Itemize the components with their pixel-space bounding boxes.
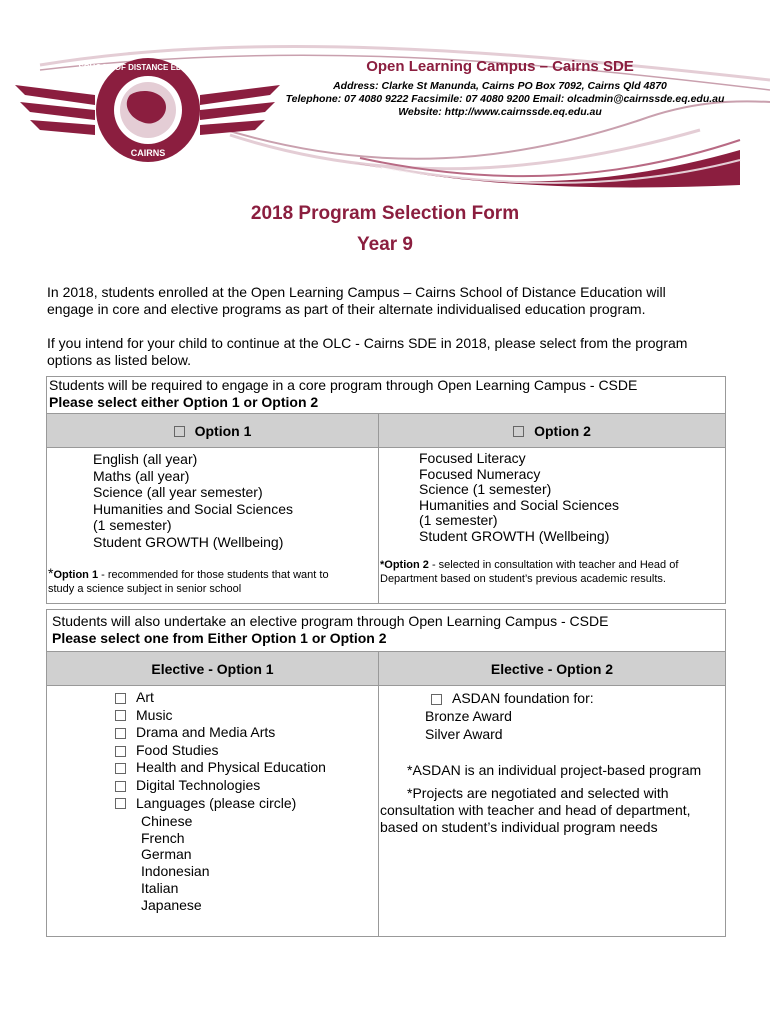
elective-option2-header: Elective - Option 2 xyxy=(379,652,726,686)
list-item: Digital Technologies xyxy=(115,777,326,795)
language-item[interactable]: Indonesian xyxy=(141,863,210,880)
list-item: Humanities and Social Sciences xyxy=(93,500,293,517)
language-item[interactable]: Chinese xyxy=(141,813,193,829)
core-option2-note: *Option 2 - selected in consultation with teacher and Head of Department based on student’s previous academic results. xyxy=(380,559,679,585)
projects-note: *Projects are negotiated and selected with consultation with teacher and head of department, based on student’s individual program needs xyxy=(380,785,691,835)
form-title: 2018 Program Selection Form xyxy=(250,203,520,224)
core-instruction: Please select either Option 1 or Option 2 xyxy=(49,394,319,410)
school-name: Open Learning Campus – Cairns SDE xyxy=(366,58,634,75)
asdan-block: ASDAN foundation for: Bronze Award Silver Award xyxy=(425,690,594,742)
language-item[interactable]: German xyxy=(141,846,192,863)
asdan-checkbox[interactable] xyxy=(431,694,442,705)
core-option2-header: Option 2 xyxy=(379,414,726,448)
core-option1-cell xyxy=(47,448,379,604)
elective-instruction: Please select one from Either Option 1 or Option 2 xyxy=(52,630,387,646)
list-item: (1 semester) xyxy=(419,512,498,528)
list-item: Focused Literacy xyxy=(419,450,526,466)
core-program-table xyxy=(46,376,726,604)
list-item: English (all year) xyxy=(93,451,198,467)
language-item[interactable]: French xyxy=(141,829,185,846)
core-intro: Students will be required to engage in a core program through Open Learning Campus - CSDE xyxy=(49,377,638,393)
logo-text: SCHOOL OF DISTANCE EDUCATION xyxy=(78,63,218,72)
elective-checkbox-languages[interactable] xyxy=(115,798,126,809)
list-item: Food Studies xyxy=(115,742,326,760)
website-line: Website: http://www.cairnssde.eq.edu.au xyxy=(398,106,602,118)
list-item: Health and Physical Education xyxy=(115,759,326,777)
elective-checkbox-music[interactable] xyxy=(115,710,126,721)
elective-checkbox-hpe[interactable] xyxy=(115,763,126,774)
language-item[interactable]: Japanese xyxy=(141,896,202,913)
core-intro-cell xyxy=(47,377,726,414)
language-item[interactable]: Italian xyxy=(141,879,179,896)
list-item: Drama and Media Arts xyxy=(115,724,326,742)
list-item: Music xyxy=(115,707,326,725)
list-item: Student GROWTH (Wellbeing) xyxy=(93,533,284,550)
core-option1-list xyxy=(93,451,293,550)
elective-checkbox-digital[interactable] xyxy=(115,781,126,792)
elective-checkbox-food[interactable] xyxy=(115,746,126,757)
list-item: Student GROWTH (Wellbeing) xyxy=(419,527,610,544)
award-item: Bronze Award xyxy=(425,708,512,724)
elective-checkbox-art[interactable] xyxy=(115,693,126,704)
list-item: Focused Numeracy xyxy=(419,465,541,482)
intro-paragraph-2: If you intend for your child to continue at the OLC - Cairns SDE in 2018, please select from the program options as listed below. xyxy=(47,335,688,368)
elective-intro: Students will also undertake an elective program through Open Learning Campus - CSDE xyxy=(52,613,609,629)
contact-line: Telephone: 07 4080 9222 Facsimile: 07 4080 9200 Email: olcadmin@cairnssde.eq.edu.au xyxy=(285,93,725,105)
elective-option1-cell xyxy=(47,686,379,937)
asdan-note: *ASDAN is an individual project-based program xyxy=(407,762,702,778)
award-item: Silver Award xyxy=(425,726,503,742)
list-item: Languages (please circle) xyxy=(115,795,326,813)
list-item: (1 semester) xyxy=(93,517,172,533)
elective-program-table xyxy=(46,609,726,937)
year-title: Year 9 xyxy=(357,234,413,255)
list-item: Science (all year semester) xyxy=(93,484,263,500)
elective-checkbox-drama[interactable] xyxy=(115,728,126,739)
languages-list xyxy=(141,813,210,913)
list-item: Science (1 semester) xyxy=(419,481,552,497)
intro-paragraph-1: In 2018, students enrolled at the Open Learning Campus – Cairns School of Distance Education will engage in core and elective programs as part of their alternate individualised education program. xyxy=(47,284,666,317)
list-item: Humanities and Social Sciences xyxy=(419,496,619,513)
elective-intro-cell xyxy=(47,610,726,652)
elective-option1-header: Elective - Option 1 xyxy=(47,652,379,686)
address-line: Address: Clarke St Manunda, Cairns PO Box 7092, Cairns Qld 4870 xyxy=(333,80,667,92)
list-item: Art xyxy=(115,689,326,707)
core-option1-header: Option 1 xyxy=(47,414,379,448)
logo-bottom: CAIRNS xyxy=(130,148,166,158)
list-item: Maths (all year) xyxy=(93,467,190,484)
core-option1-note: *Option 1 - recommended for those students that want to study a science subject in senior school xyxy=(48,565,329,595)
core-option2-checkbox[interactable] xyxy=(513,426,524,437)
elective-option1-list xyxy=(115,689,326,812)
core-option1-checkbox[interactable] xyxy=(174,426,185,437)
elective-option2-cell xyxy=(379,686,726,937)
core-option2-list xyxy=(419,451,619,544)
core-option2-cell xyxy=(379,448,726,604)
